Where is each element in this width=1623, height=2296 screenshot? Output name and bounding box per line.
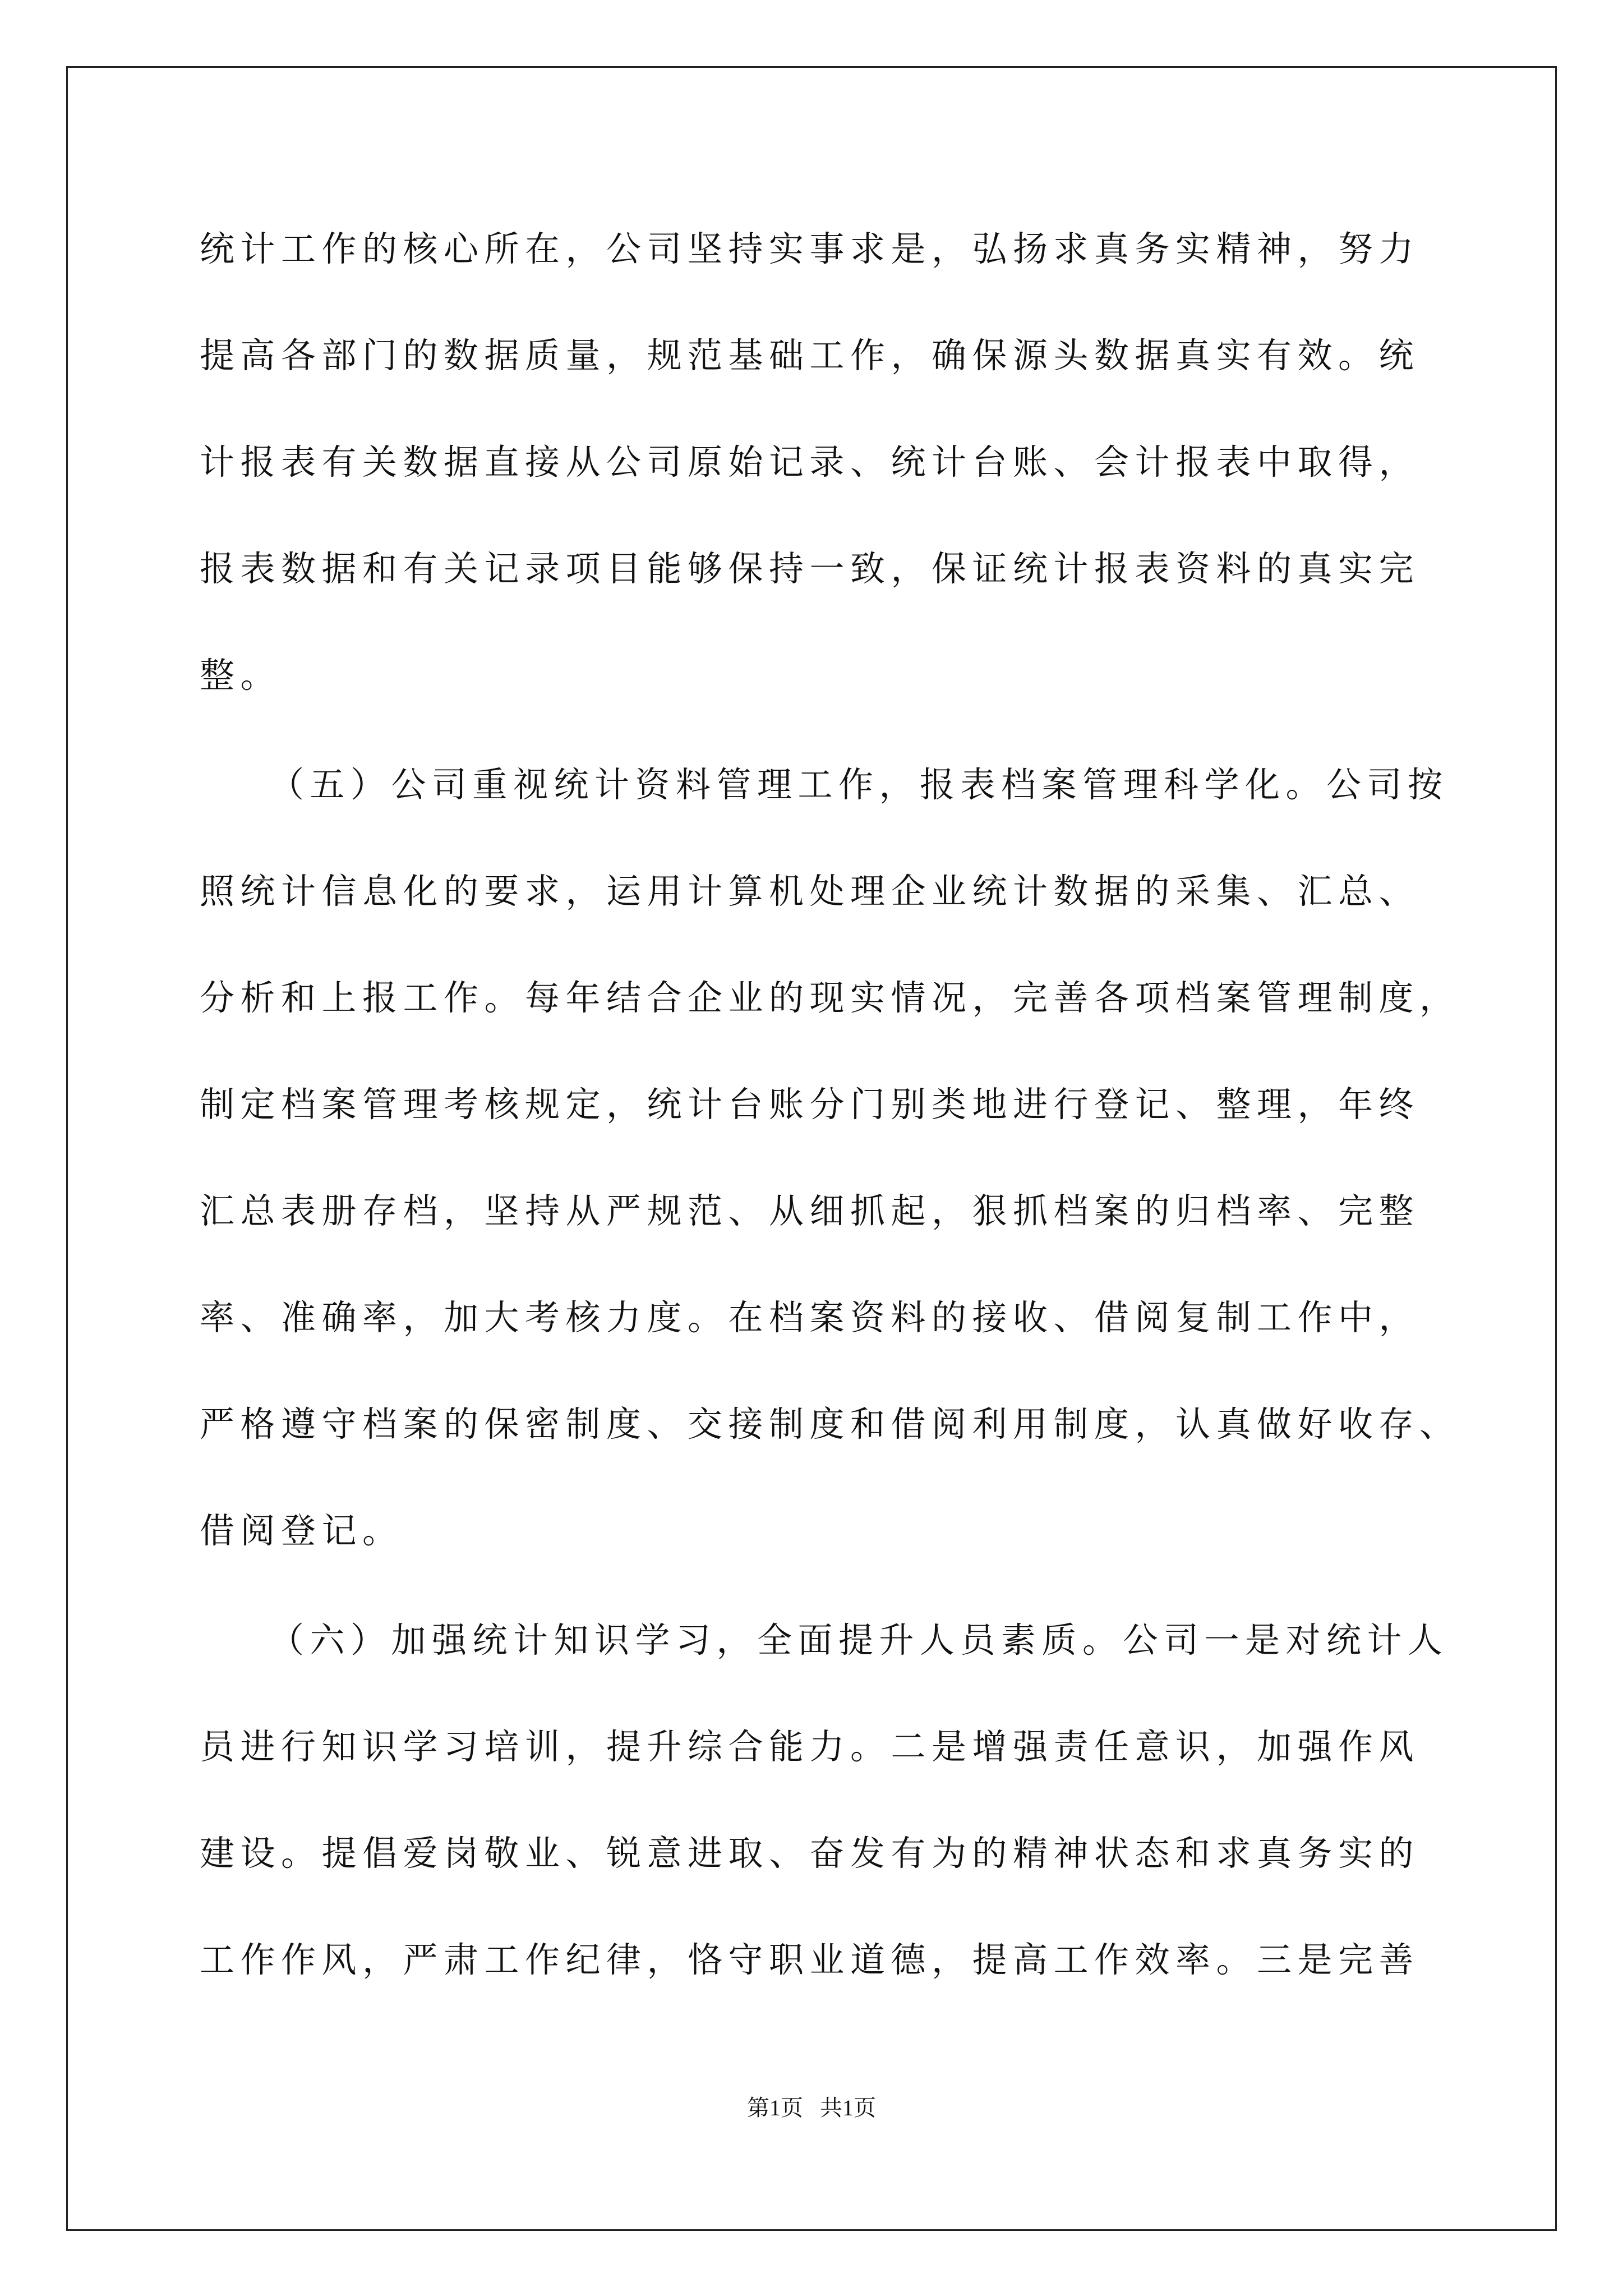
page-border <box>66 66 1557 2231</box>
text-line: 工作作风，严肃工作纪律，恪守职业道德，提高工作效率。三是完善 <box>200 1939 1420 1980</box>
text-line: 员进行知识学习培训，提升综合能力。二是增强责任意识，加强作风 <box>200 1726 1420 1767</box>
text-line: 借阅登记。 <box>200 1510 403 1551</box>
text-line: 提高各部门的数据质量，规范基础工作，确保源头数据真实有效。统 <box>200 335 1420 376</box>
text-line: 报表数据和有关记录项目能够保持一致，保证统计报表资料的真实完 <box>200 548 1420 589</box>
text-line: 率、准确率，加大考核力度。在档案资料的接收、借阅复制工作中， <box>200 1297 1420 1338</box>
text-line: 照统计信息化的要求，运用计算机处理企业统计数据的采集、汇总、 <box>200 871 1420 912</box>
text-line: 汇总表册存档，坚持从严规范、从细抓起，狠抓档案的归档率、完整 <box>200 1190 1420 1231</box>
text-line: 统计工作的核心所在，公司坚持实事求是，弘扬求真务实精神，努力 <box>200 228 1420 269</box>
text-line: 分析和上报工作。每年结合企业的现实情况，完善各项档案管理制度， <box>200 977 1460 1018</box>
text-line: 制定档案管理考核规定，统计台账分门别类地进行登记、整理，年终 <box>200 1084 1420 1125</box>
text-line: 整。 <box>200 655 282 696</box>
text-line: 计报表有关数据直接从公司原始记录、统计台账、会计报表中取得， <box>200 441 1420 482</box>
paragraph-heading-six: （六）加强统计知识学习，全面提升人员素质。公司一是对统计人 <box>269 1619 1449 1660</box>
text-line: 严格遵守档案的保密制度、交接制度和借阅利用制度，认真做好收存、 <box>200 1404 1460 1444</box>
text-line: 建设。提倡爱岗敬业、锐意进取、奋发有为的精神状态和求真务实的 <box>200 1833 1420 1874</box>
page-number-footer: 第1页 共1页 <box>747 2095 876 2120</box>
paragraph-heading-five: （五）公司重视统计资料管理工作，报表档案管理科学化。公司按 <box>269 764 1449 805</box>
